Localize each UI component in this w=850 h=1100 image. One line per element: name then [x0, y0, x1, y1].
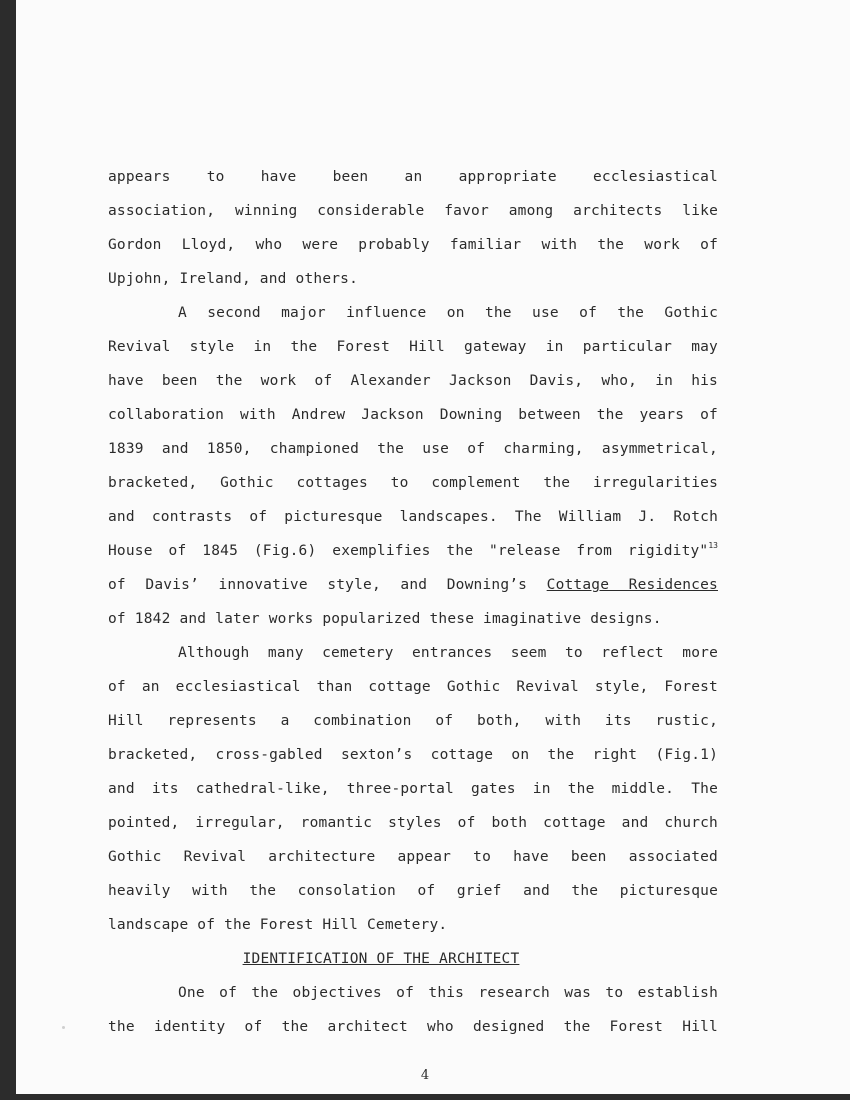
text-line: pointed, irregular, romantic styles of both cottage and church	[108, 815, 718, 831]
section-heading-text: IDENTIFICATION OF THE ARCHITECT	[242, 951, 520, 967]
scan-speck	[62, 1026, 65, 1029]
scan-left-edge	[0, 0, 16, 1100]
text-line: bracketed, cross-gabled sexton’s cottage on the right (Fig.1)	[108, 747, 718, 763]
text-line: Hill represents a combination of both, with its rustic,	[108, 713, 718, 729]
text-line: and its cathedral-like, three-portal gates in the middle. The	[108, 781, 718, 797]
text-line: Although many cemetery entrances seem to reflect more	[178, 645, 718, 661]
text-line	[108, 568, 718, 602]
page-number: 4	[420, 1068, 430, 1083]
text-line: have been the work of Alexander Jackson Davis, who, in his	[108, 373, 718, 389]
paragraph-2	[108, 296, 718, 636]
text-line: the identity of the architect who designed the Forest Hill	[108, 1019, 718, 1035]
text-line: of an ecclesiastical than cottage Gothic Revival style, Forest	[108, 679, 718, 695]
text-line: Gordon Lloyd, who were probably familiar with the work of	[108, 237, 718, 253]
text-line: bracketed, Gothic cottages to complement the irregularities	[108, 475, 718, 491]
scan-bottom-edge	[0, 1094, 850, 1100]
book-title: Cottage Residences	[546, 577, 718, 593]
text-line: association, winning considerable favor among architects like	[108, 203, 718, 219]
text-line: of 1842 and later works popularized these imaginative designs.	[108, 611, 662, 627]
section-heading	[108, 942, 718, 976]
text-line: Revival style in the Forest Hill gateway in particular may	[108, 339, 718, 355]
paragraph-3	[108, 636, 718, 942]
text-line: and contrasts of picturesque landscapes. The William J. Rotch	[108, 509, 718, 525]
text-line: One of the objectives of this research was to establish	[178, 985, 718, 1001]
text-line	[108, 534, 718, 568]
footnote-reference: 13	[708, 541, 718, 550]
document-body	[108, 160, 718, 1044]
line-text: of Davis’ innovative style, and Downing’s	[108, 577, 547, 593]
text-line: 1839 and 1850, championed the use of charming, asymmetrical,	[108, 441, 718, 457]
text-line: A second major influence on the use of the Gothic	[178, 305, 718, 321]
text-line: Upjohn, Ireland, and others.	[108, 271, 359, 287]
paragraph-4	[108, 976, 718, 1044]
line-text: House of 1845 (Fig.6) exemplifies the "release from rigidity"	[108, 543, 709, 559]
text-line: heavily with the consolation of grief and the picturesque	[108, 883, 718, 899]
paragraph-1	[108, 160, 718, 296]
text-line: Gothic Revival architecture appear to have been associated	[108, 849, 718, 865]
text-line: appears to have been an appropriate ecclesiastical	[108, 169, 718, 185]
text-line: landscape of the Forest Hill Cemetery.	[108, 917, 448, 933]
text-line: collaboration with Andrew Jackson Downing between the years of	[108, 407, 718, 423]
